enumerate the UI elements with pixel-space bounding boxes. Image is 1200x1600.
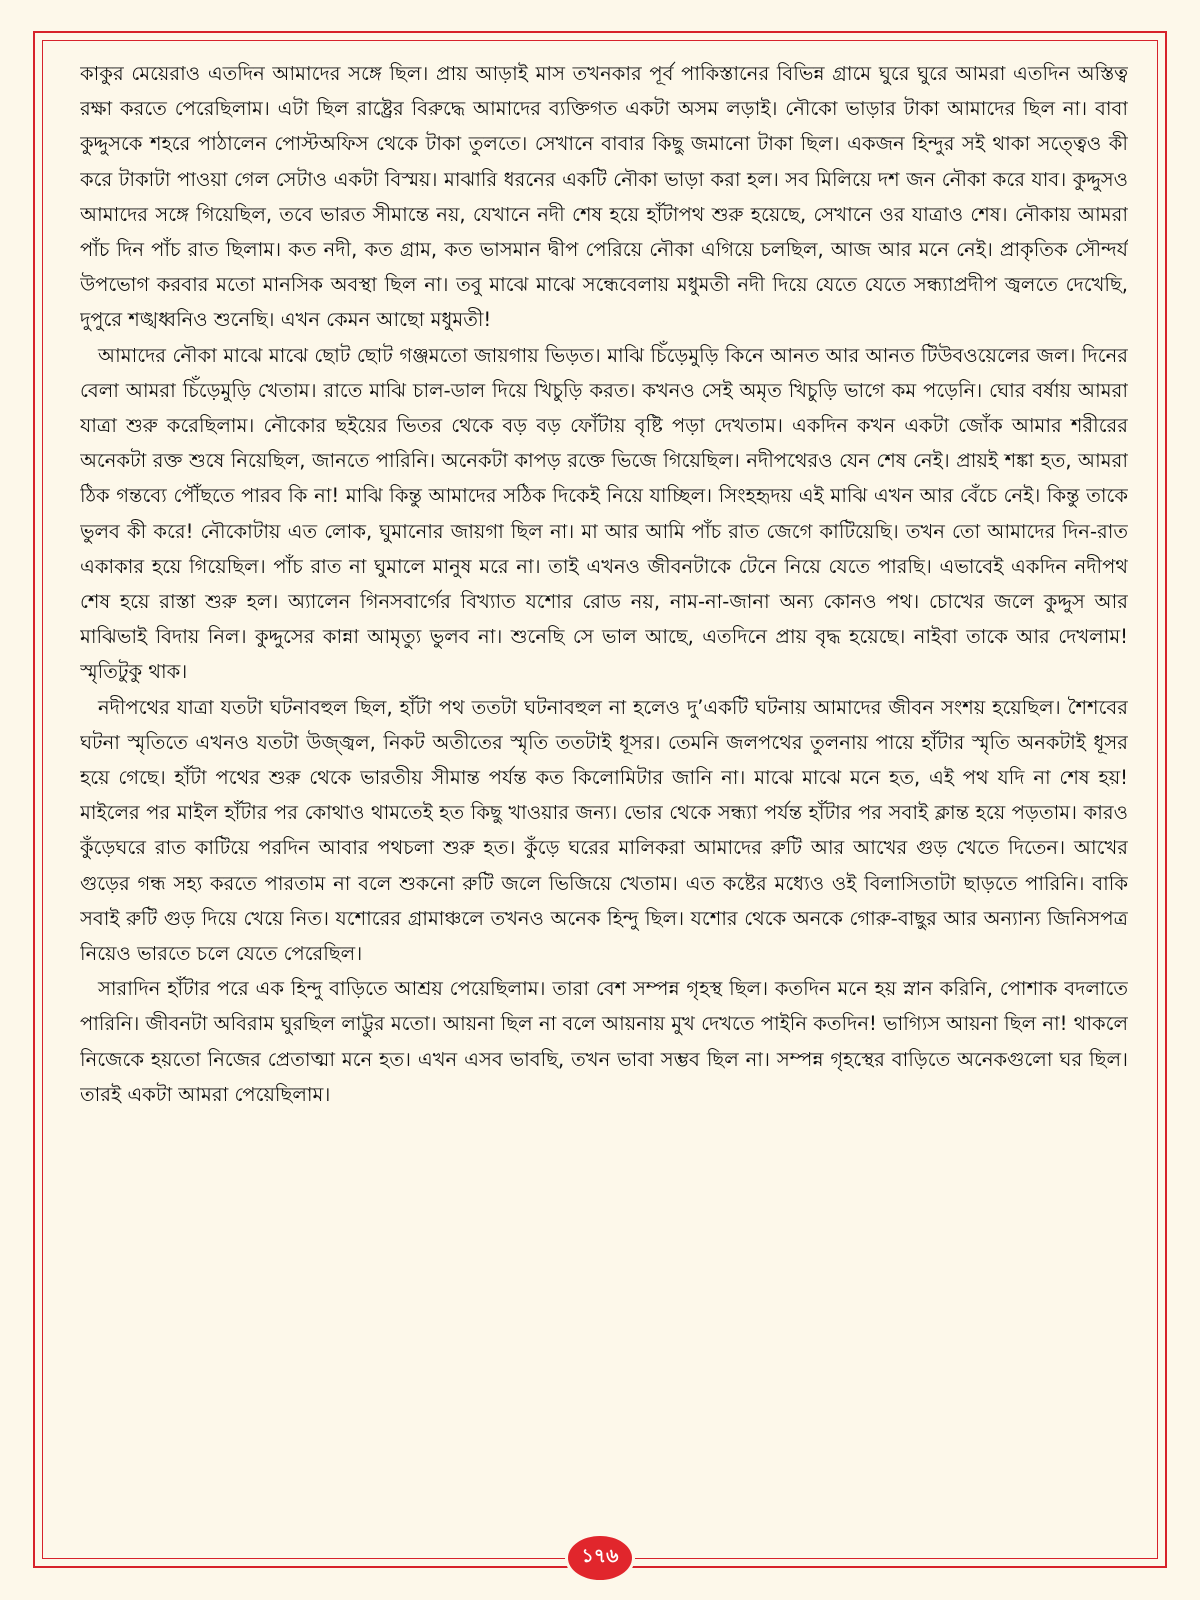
paragraph-2: আমাদের নৌকা মাঝে মাঝে ছোট ছোট গঞ্জমতো জায়গায় ভিড়ত। মাঝি চিঁড়েমুড়ি কিনে আনত আর আনত টিউবওয়েলের জল। দিনের বেলা আমরা চিঁড়েমুড়ি খেতাম। রাতে মাঝি চাল-ডাল দিয়ে খিচুড়ি করত। কখনও সেই অমৃত খিচুড়ি ভাগে কম পড়েনি। ঘোর বর্ষায় আমরা যাত্রা শুরু করেছিলাম। নৌকোর ছইয়ের ভিতর থেকে বড় বড় ফোঁটায় বৃষ্টি পড়া দেখতাম। একদিন কখন একটা জোঁক আমার শরীরের অনেকটা রক্ত শুষে নিয়েছিল, জানতে পারিনি। অনেকটা কাপড় রক্তে ভিজে গিয়েছিল। নদীপথেরও যেন শেষ নেই। প্রায়ই শঙ্কা হত, আমরা ঠিক গন্তব্যে পৌঁছতে পারব কি না! মাঝি কিন্তু আমাদের সঠিক দিকেই নিয়ে যাচ্ছিল। সিংহহৃদয় এই মাঝি এখন আর বেঁচে নেই। কিন্তু তাকে ভুলব কী করে! নৌকোটায় এত লোক, ঘুমানোর জায়গা ছিল না। মা আর আমি পাঁচ রাত জেগে কাটিয়েছি। তখন তো আমাদের দিন-রাত একাকার হয়ে গিয়েছিল। পাঁচ রাত না ঘুমালে মানুষ মরে না। তাই এখনও জীবনটাকে টেনে নিয়ে যেতে পারছি। এভাবেই একদিন নদীপথ শেষ হয়ে রাস্তা শুরু হল। অ্যালেন গিনসবার্গের বিখ্যাত যশোর রোড নয়, নাম-না-জানা অন্য কোনও পথ। চোখের জলে কুদ্দুস আর মাঝিভাই বিদায় নিল। কুদ্দুসের কান্না আমৃত্যু ভুলব না। শুনেছি সে ভাল আছে, এতদিনে প্রায় বৃদ্ধ হয়েছে। নাইবা তাকে আর দেখলাম! স্মৃতিটুকু থাক। — [80, 343, 1128, 684]
page-number: ১৭৬ — [568, 1536, 632, 1580]
paragraph-1: কাকুর মেয়েরাও এতদিন আমাদের সঙ্গে ছিল। প্রায় আড়াই মাস তখনকার পূর্ব পাকিস্তানের বিভিন্ন গ্রামে ঘুরে ঘুরে আমরা এতদিন অস্তিত্ব রক্ষা করতে পেরেছিলাম। এটা ছিল রাষ্ট্রের বিরুদ্ধে আমাদের ব্যক্তিগত একটা অসম লড়াই। নৌকো ভাড়ার টাকা আমাদের ছিল না। বাবা কুদ্দুসকে শহরে পাঠালেন পোস্টঅফিস থেকে টাকা তুলতে। সেখানে বাবার কিছু জমানো টাকা ছিল। একজন হিন্দুর সই থাকা সত্ত্বেও কী করে টাকাটা পাওয়া গেল সেটাও একটা বিস্ময়। মাঝারি ধরনের একটি নৌকা ভাড়া করা হল। সব মিলিয়ে দশ জন নৌকা করে যাব। কুদ্দুসও আমাদের সঙ্গে গিয়েছিল, তবে ভারত সীমান্তে নয়, যেখানে নদী শেষ হয়ে হাঁটাপথ শুরু হয়েছে, সেখানে ওর যাত্রাও শেষ। নৌকায় আমরা পাঁচ দিন পাঁচ রাত ছিলাম। কত নদী, কত গ্রাম, কত ভাসমান দ্বীপ পেরিয়ে নৌকা এগিয়ে চলছিল, আজ আর মনে নেই। প্রাকৃতিক সৌন্দর্য উপভোগ করবার মতো মানসিক অবস্থা ছিল না। তবু মাঝে মাঝে সন্ধেবেলায় মধুমতী নদী দিয়ে যেতে যেতে সন্ধ্যাপ্রদীপ জ্বলতে দেখেছি, দুপুরে শঙ্খধ্বনিও শুনেছি। এখন কেমন আছো মধুমতী! — [80, 62, 1128, 332]
paragraph-3: নদীপথের যাত্রা যতটা ঘটনাবহুল ছিল, হাঁটা পথ ততটা ঘটনাবহুল না হলেও দু’একটি ঘটনায় আমাদের জীবন সংশয় হয়েছিল। শৈশবের ঘটনা স্মৃতিতে এখনও যতটা উজ্জ্বল, নিকট অতীতের স্মৃতি ততটাই ধূসর। তেমনি জলপথের তুলনায় পায়ে হাঁটার স্মৃতি অনকটাই ধূসর হয়ে গেছে। হাঁটা পথের শুরু থেকে ভারতীয় সীমান্ত পর্যন্ত কত কিলোমিটার জানি না। মাঝে মাঝে মনে হত, এই পথ যদি না শেষ হয়! মাইলের পর মাইল হাঁটার পর কোথাও থামতেই হত কিছু খাওয়ার জন্য। ভোর থেকে সন্ধ্যা পর্যন্ত হাঁটার পর সবাই ক্লান্ত হয়ে পড়তাম। কারও কুঁড়েঘরে রাত কাটিয়ে পরদিন আবার পথচলা শুরু হত। কুঁড়ে ঘরের মালিকরা আমাদের রুটি আর আখের গুড় খেতে দিতেন। আখের গুড়ের গন্ধ সহ্য করতে পারতাম না বলে শুকনো রুটি জলে ভিজিয়ে খেতাম। এত কষ্টের মধ্যেও ওই বিলাসিতাটা ছাড়তে পারিনি। বাকি সবাই রুটি গুড় দিয়ে খেয়ে নিত। যশোরের গ্রামাঞ্চলে তখনও অনেক হিন্দু ছিল। যশোর থেকে অনকে গোরু-বাছুর আর অন্যান্য জিনিসপত্র নিয়েও ভারতে চলে যেতে পেরেছিল। — [80, 695, 1128, 966]
paragraph-4: সারাদিন হাঁটার পরে এক হিন্দু বাড়িতে আশ্রয় পেয়েছিলাম। তারা বেশ সম্পন্ন গৃহস্থ ছিল। কতদিন মনে হয় স্নান করিনি, পোশাক বদলাতে পারিনি। জীবনটা অবিরাম ঘুরছিল লাট্টুর মতো। আয়না ছিল না বলে আয়নায় মুখ দেখতে পাইনি কতদিন! ভাগ্যিস আয়না ছিল না! থাকলে নিজেকে হয়তো নিজের প্রেতাত্মা মনে হত। এখন এসব ভাবছি, তখন ভাবা সম্ভব ছিল না। সম্পন্ন গৃহস্থের বাড়িতে অনেকগুলো ঘর ছিল। তারই একটা আমরা পেয়েছিলাম। — [80, 977, 1128, 1106]
page-body — [80, 56, 1128, 1496]
